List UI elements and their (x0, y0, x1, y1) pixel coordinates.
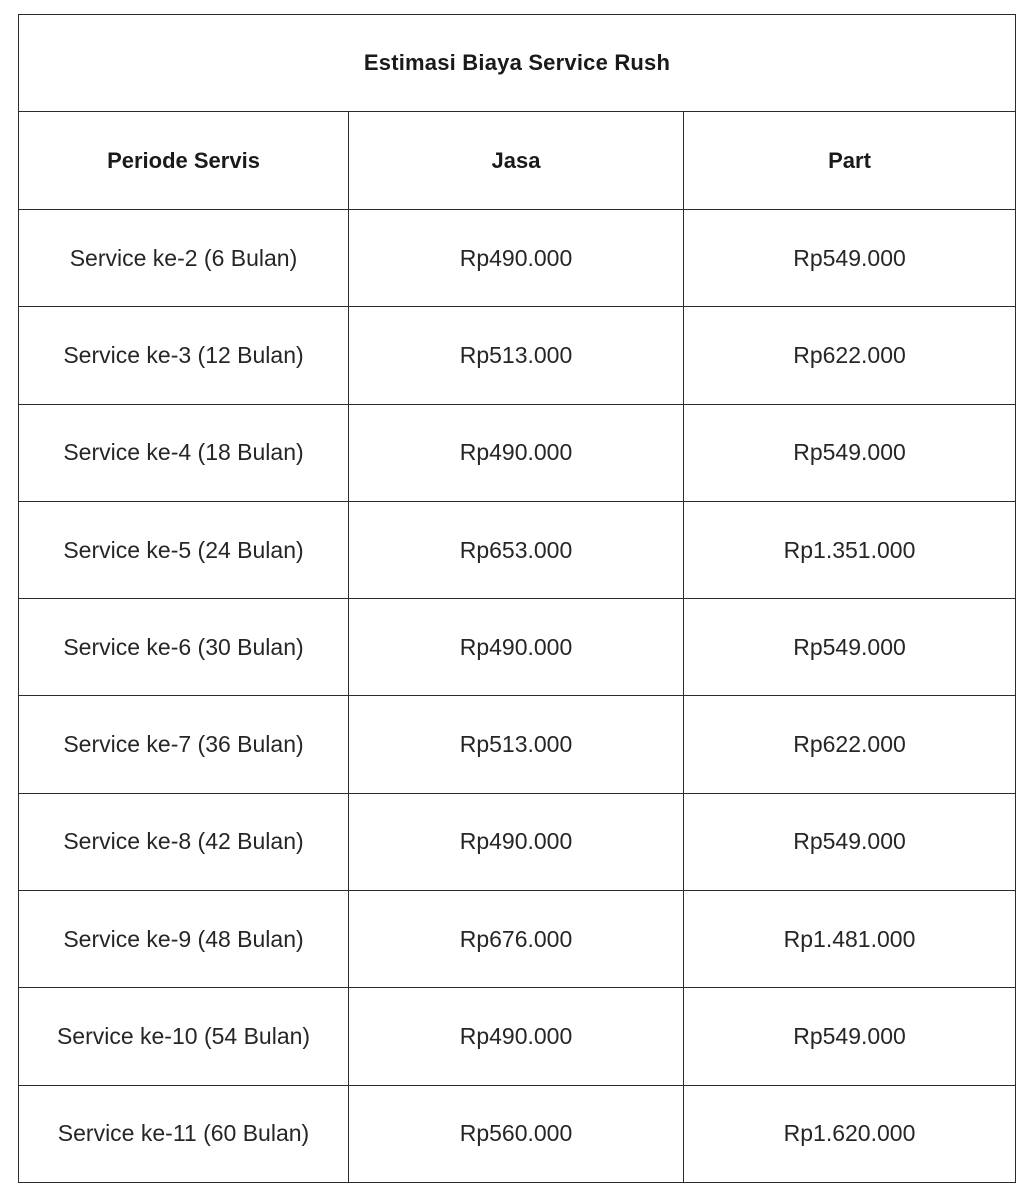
cell-periode: Service ke-3 (12 Bulan) (19, 307, 349, 404)
cell-periode: Service ke-5 (24 Bulan) (19, 501, 349, 598)
cell-jasa: Rp490.000 (349, 404, 684, 501)
table-title: Estimasi Biaya Service Rush (19, 15, 1016, 112)
cell-periode: Service ke-7 (36 Bulan) (19, 696, 349, 793)
cell-part: Rp1.351.000 (684, 501, 1016, 598)
cell-periode: Service ke-6 (30 Bulan) (19, 599, 349, 696)
table-row (19, 307, 1016, 404)
cell-periode: Service ke-10 (54 Bulan) (19, 988, 349, 1085)
cell-part: Rp1.481.000 (684, 891, 1016, 988)
cell-jasa: Rp560.000 (349, 1085, 684, 1182)
cell-jasa: Rp490.000 (349, 793, 684, 890)
cell-jasa: Rp490.000 (349, 988, 684, 1085)
table-row (19, 404, 1016, 501)
column-header-part: Part (684, 112, 1016, 210)
table-header-row (19, 112, 1016, 210)
cell-part: Rp549.000 (684, 793, 1016, 890)
cell-periode: Service ke-4 (18 Bulan) (19, 404, 349, 501)
table-row (19, 1085, 1016, 1182)
table-row (19, 696, 1016, 793)
cell-part: Rp1.620.000 (684, 1085, 1016, 1182)
cell-periode: Service ke-2 (6 Bulan) (19, 210, 349, 307)
cell-part: Rp549.000 (684, 404, 1016, 501)
cell-jasa: Rp490.000 (349, 599, 684, 696)
cell-jasa: Rp513.000 (349, 307, 684, 404)
cell-jasa: Rp490.000 (349, 210, 684, 307)
cell-jasa: Rp676.000 (349, 891, 684, 988)
cell-periode: Service ke-8 (42 Bulan) (19, 793, 349, 890)
table-row (19, 210, 1016, 307)
table-title-row (19, 15, 1016, 112)
service-cost-table (18, 14, 1016, 1183)
cell-periode: Service ke-9 (48 Bulan) (19, 891, 349, 988)
table-row (19, 501, 1016, 598)
cell-part: Rp549.000 (684, 210, 1016, 307)
table-row (19, 988, 1016, 1085)
column-header-periode: Periode Servis (19, 112, 349, 210)
table-row (19, 793, 1016, 890)
column-header-jasa: Jasa (349, 112, 684, 210)
cell-periode: Service ke-11 (60 Bulan) (19, 1085, 349, 1182)
cell-part: Rp622.000 (684, 307, 1016, 404)
cell-part: Rp549.000 (684, 988, 1016, 1085)
table-row (19, 599, 1016, 696)
cell-part: Rp549.000 (684, 599, 1016, 696)
table-row (19, 891, 1016, 988)
cell-jasa: Rp513.000 (349, 696, 684, 793)
cell-part: Rp622.000 (684, 696, 1016, 793)
cell-jasa: Rp653.000 (349, 501, 684, 598)
